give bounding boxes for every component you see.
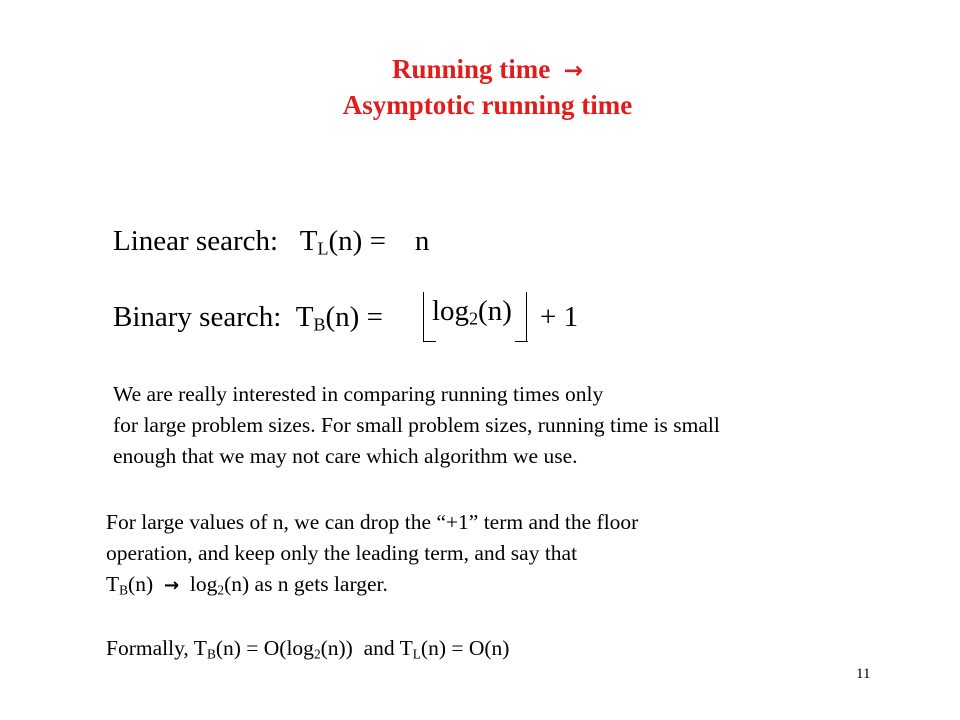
- line3-args: (n): [128, 572, 154, 596]
- binary-search-equation: [113, 300, 383, 334]
- binary-subscript: B: [313, 314, 326, 335]
- linear-args: (n) =: [328, 225, 386, 257]
- page-number: 11: [856, 666, 871, 682]
- formal-prefix: Formally, T: [106, 636, 207, 660]
- line3-rest: (n) as n gets larger.: [224, 572, 388, 596]
- paragraph-2-line-3: [106, 569, 388, 601]
- floor-left-foot: [423, 341, 436, 342]
- floor-right-foot: [515, 341, 528, 342]
- linear-search-equation: [113, 224, 429, 258]
- linear-subscript: L: [317, 238, 329, 259]
- line3-subscript: B: [119, 582, 129, 598]
- binary-plus-one: + 1: [540, 301, 579, 333]
- binary-args: (n) =: [325, 301, 383, 333]
- slide-title-line-1: [0, 52, 960, 88]
- line3-log-subscript: 2: [217, 582, 225, 598]
- formal-part-2: (n) = O(log: [215, 636, 314, 660]
- paragraph-1-line-2: for large problem sizes. For small problem sizes, running time is small: [113, 413, 720, 437]
- formal-sub-2: 2: [313, 646, 321, 662]
- paragraph-1-line-3: enough that we may not care which algorithm we use.: [113, 444, 578, 468]
- formal-statement: [106, 633, 509, 663]
- formal-sub-l: L: [412, 646, 421, 662]
- binary-search-label: Binary search:: [113, 301, 282, 333]
- floor-arg: (n): [478, 295, 512, 327]
- right-arrow-icon: →: [163, 575, 180, 596]
- linear-func: T: [299, 225, 318, 257]
- formal-part-4: (n) = O(n): [420, 636, 510, 660]
- floor-log-subscript: 2: [469, 308, 479, 329]
- paragraph-2-line-1: For large values of n, we can drop the “+1” term and the floor: [106, 510, 639, 534]
- paragraph-2-line-2: operation, and keep only the leading term, and say that: [106, 541, 578, 565]
- formal-part-3: (n)) and T: [320, 636, 413, 660]
- binary-func: T: [295, 301, 314, 333]
- slide-title-line-2: Asymptotic running time: [342, 90, 633, 120]
- line3-func: T: [106, 572, 120, 596]
- line3-log: log: [189, 572, 218, 596]
- title-text: Running time: [391, 54, 551, 84]
- linear-value: n: [414, 225, 430, 257]
- formal-sub-b: B: [206, 646, 216, 662]
- linear-search-label: Linear search:: [113, 225, 279, 257]
- paragraph-1-line-1: We are really interested in comparing running times only: [113, 382, 604, 406]
- floor-log: log: [432, 295, 470, 327]
- floor-content: [432, 294, 512, 328]
- right-arrow-icon: →: [563, 58, 584, 84]
